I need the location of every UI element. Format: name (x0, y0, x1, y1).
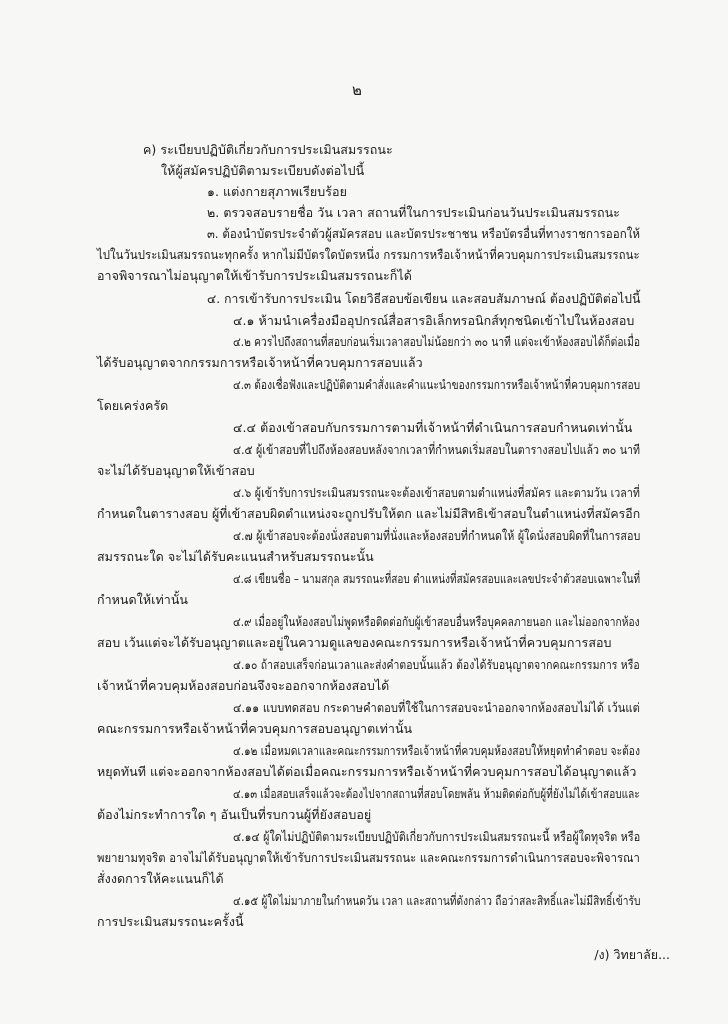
rule-continuation: สมรรถนะใด จะไม่ได้รับคะแนนสำหรับสมรรถนะนั้น (97, 549, 374, 564)
sub-rule-item: ๔.๗ ผู้เข้าสอบจะต้องนั่งสอบตามที่นั่งและห้องสอบที่กำหนดให้ ผู้ใดนั่งสอบผิดที่ในการสอบ (233, 528, 641, 543)
sub-rule-item: ๔.๑๔ ผู้ใดไม่ปฏิบัติตามระเบียบปฏิบัติเกี่ยวกับการประเมินสมรรถนะนี้ หรือผู้ใดทุจริต หรือ (233, 829, 641, 844)
rule-continuation: หยุดทันที แต่จะออกจากห้องสอบได้ต่อเมื่อคณะกรรมการหรือเจ้าหน้าที่ควบคุมการสอบได้อนุญาตแล้ว (97, 764, 637, 779)
rule-continuation: อาจพิจารณาไม่อนุญาตให้เข้ารับการประเมินสมรรถนะก็ได้ (97, 268, 412, 283)
rule-continuation: กำหนดในตารางสอบ ผู้ที่เข้าสอบผิดตำแหน่งจะถูกปรับให้ตก และไม่มีสิทธิเข้าสอบในตำแหน่งที่สมัครอีก (97, 506, 641, 521)
sub-rule-item: ๔.๙ เมื่ออยู่ในห้องสอบไม่พูดหรือติดต่อกับผู้เข้าสอบอื่นหรือบุคคลภายนอก และไม่ออกจากห้อง (233, 614, 640, 629)
sub-rule-item: ๔.๘ เขียนชื่อ – นามสกุล สมรรถนะที่สอบ ตำแหน่งที่สมัครสอบและเลขประจำตัวสอบเฉพาะในที่ (233, 571, 641, 586)
sub-rule-item: ๔.๑๑ แบบทดสอบ กระดาษคำตอบที่ใช้ในการสอบจะนำออกจากห้องสอบไม่ได้ เว้นแต่ (233, 700, 640, 715)
rule-continuation: พยายามทุจริต อาจไม่ได้รับอนุญาตให้เข้ารับการประเมินสมรรถนะ และคณะกรรมการดำเนินการสอบจะพิจารณา (97, 850, 640, 865)
sub-rule-item: ๔.๑ ห้ามนำเครื่องมืออุปกรณ์สื่อสารอิเล็กทรอนิกส์ทุกชนิดเข้าไปในห้องสอบ (233, 313, 635, 328)
rule-continuation: ไปในวันประเมินสมรรถนะทุกครั้ง หากไม่มีบัตรใดบัตรหนึ่ง กรรมการหรือเจ้าหน้าที่ควบคุมการประเมินสมรรถนะ (97, 247, 640, 262)
rule-continuation: สั่งงดการให้คะแนนก็ได้ (97, 871, 224, 886)
rule-continuation: เจ้าหน้าที่ควบคุมห้องสอบก่อนจึงจะออกจากห้องสอบได้ (97, 678, 390, 693)
rule-item: ๒. ตรวจสอบรายชื่อ วัน เวลา สถานที่ในการประเมินก่อนวันประเมินสมรรถนะ (207, 205, 620, 220)
continuation-footer: /ง) วิทยาลัย... (594, 947, 670, 962)
sub-rule-item: ๔.๒ ควรไปถึงสถานที่สอบก่อนเริ่มเวลาสอบไม่น้อยกว่า ๓๐ นาที แต่จะเข้าห้องสอบได้ก็ต่อเมื่อ (233, 334, 641, 349)
sub-rule-item: ๔.๑๐ ถ้าสอบเสร็จก่อนเวลาและส่งคำตอบนั้นแล้ว ต้องได้รับอนุญาตจากคณะกรรมการ หรือ (233, 657, 640, 672)
sub-rule-item: ๔.๑๕ ผู้ใดไม่มาภายในกำหนดวัน เวลา และสถานที่ดังกล่าว ถือว่าสละสิทธิ์และไม่มีสิทธิ์เข้ารับ (233, 893, 641, 908)
rule-continuation: ได้รับอนุญาตจากกรรมการหรือเจ้าหน้าที่ควบคุมการสอบแล้ว (97, 355, 423, 370)
rule-continuation: ต้องไม่กระทำการใด ๆ อันเป็นที่รบกวนผู้ที่ยังสอบอยู่ (97, 807, 372, 822)
rule-continuation: กำหนดให้เท่านั้น (97, 592, 189, 607)
sub-rule-item: ๔.๕ ผู้เข้าสอบที่ไปถึงห้องสอบหลังจากเวลาที่กำหนดเริ่มสอบในตารางสอบไปแล้ว ๓๐ นาที (233, 442, 641, 457)
sub-rule-item: ๔.๖ ผู้เข้ารับการประเมินสมรรถนะจะต้องเข้าสอบตามตำแหน่งที่สมัคร และตามวัน เวลาที่ (233, 485, 640, 500)
sub-rule-item: ๔.๔ ต้องเข้าสอบกับกรรมการตามที่เจ้าหน้าที่ดำเนินการสอบกำหนดเท่านั้น (233, 420, 633, 435)
rule-continuation: จะไม่ได้รับอนุญาตให้เข้าสอบ (97, 463, 255, 478)
rule-continuation: โดยเคร่งครัด (97, 398, 169, 413)
section-intro: ให้ผู้สมัครปฏิบัติตามระเบียบดังต่อไปนี้ (161, 163, 365, 178)
rule-continuation: การประเมินสมรรถนะครั้งนี้ (97, 914, 244, 929)
rule-item: ๑. แต่งกายสุภาพเรียบร้อย (207, 184, 347, 199)
sub-rule-item: ๔.๑๓ เมื่อสอบเสร็จแล้วจะต้องไปจากสถานที่สอบโดยพลัน ห้ามติดต่อกับผู้ที่ยังไม่ได้เข้าสอบและ (233, 786, 640, 801)
page-number: ๒ (352, 81, 362, 99)
section-heading: ค) ระเบียบปฏิบัติเกี่ยวกับการประเมินสมรรถนะ (143, 142, 393, 157)
rule-continuation: สอบ เว้นแต่จะได้รับอนุญาตและอยู่ในความดูแลของคณะกรรมการหรือเจ้าหน้าที่ควบคุมการสอบ (97, 635, 612, 650)
rule-item: ๓. ต้องนำบัตรประจำตัวผู้สมัครสอบ และบัตรประชาชน หรือบัตรอื่นที่ทางราชการออกให้ (207, 226, 641, 241)
rule-item: ๔. การเข้ารับการประเมิน โดยวิธีสอบข้อเขียน และสอบสัมภาษณ์ ต้องปฏิบัติต่อไปนี้ (207, 291, 641, 306)
sub-rule-item: ๔.๓ ต้องเชื่อฟังและปฏิบัติตามคำสั่งและคำแนะนำของกรรมการหรือเจ้าหน้าที่ควบคุมการสอบ (233, 377, 641, 392)
sub-rule-item: ๔.๑๒ เมื่อหมดเวลาและคณะกรรมการหรือเจ้าหน้าที่ควบคุมห้องสอบให้หยุดทำคำตอบ จะต้อง (233, 743, 641, 758)
rule-continuation: คณะกรรมการหรือเจ้าหน้าที่ควบคุมการสอบอนุญาตเท่านั้น (97, 721, 413, 736)
